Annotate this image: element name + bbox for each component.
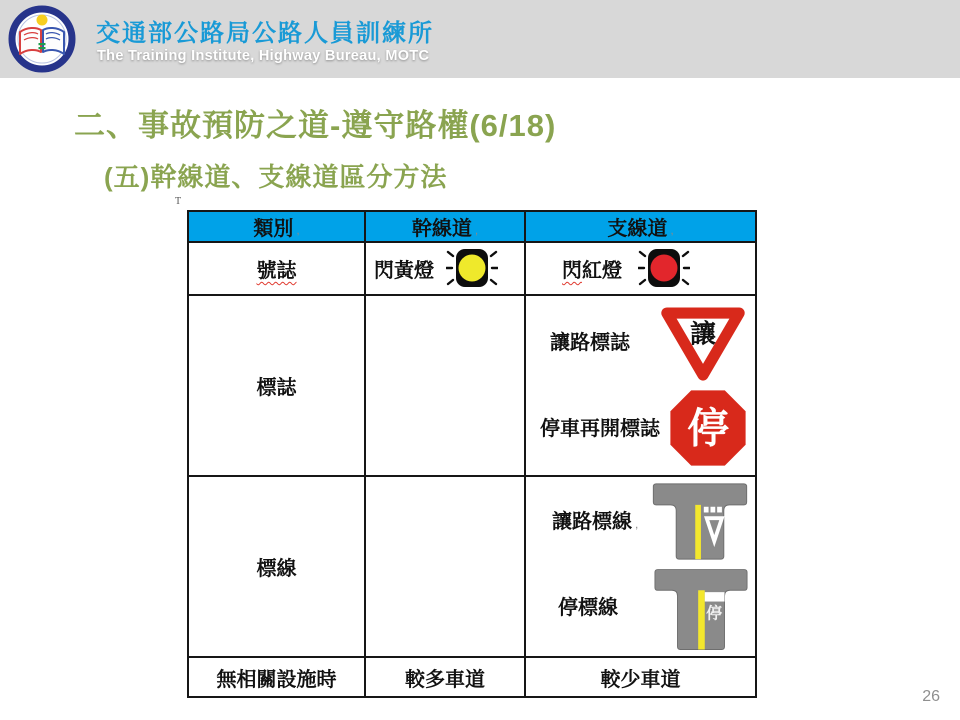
yield-marking-image <box>652 482 748 562</box>
fallback-row-label-cell <box>189 658 366 696</box>
cell-mark: , <box>474 223 479 237</box>
road-priority-table <box>187 210 757 698</box>
marking-row-label-cell <box>189 477 366 658</box>
fallback-main-cell <box>366 658 526 696</box>
marking-row-label: 標線 <box>256 558 297 580</box>
header-category-label: 類別 <box>253 218 294 240</box>
cell-mark: , <box>635 517 639 531</box>
flashing-red-light-icon <box>638 245 690 293</box>
org-title-zh: 交通部公路局公路人員訓練所 <box>96 20 434 47</box>
fallback-row-label: 無相關設施時 <box>216 668 337 691</box>
stop-sign-icon <box>668 388 748 468</box>
sign-main-cell-empty <box>366 296 526 477</box>
header-main-road <box>366 212 526 243</box>
signal-row-label-cell <box>189 243 366 296</box>
flashing-yellow-light-icon <box>446 245 498 293</box>
svg-text:停: 停 <box>706 605 723 623</box>
fallback-branch-cell <box>526 658 755 696</box>
marking-main-cell-empty <box>366 477 526 658</box>
yield-sign-icon <box>660 304 746 384</box>
page-number: 26 <box>922 688 940 705</box>
signal-row-label: 號誌 <box>256 260 297 282</box>
stop-marking-image <box>654 567 748 653</box>
more-lanes-label: 較多車道 <box>405 668 485 691</box>
slide-subtitle: (五)幹線道、支線道區分方法 <box>104 162 448 192</box>
sign-row-label: 標誌 <box>256 377 297 399</box>
header-banner <box>0 0 960 78</box>
header-main-road-label: 幹線道 <box>411 218 472 240</box>
slide-title: 二、事故預防之道-遵守路權(6/18) <box>74 108 557 143</box>
signal-main-cell <box>366 243 526 296</box>
stop-sign-label: 停車再開標誌 <box>540 418 660 440</box>
flashing-red-label <box>562 254 622 283</box>
yield-marking-text: 讓路標線 <box>552 511 632 533</box>
stop-marking-label: 停標線 <box>558 597 618 619</box>
svg-text:停: 停 <box>687 404 729 452</box>
sign-row-label-cell <box>189 296 366 477</box>
org-title-en: The Training Institute, Highway Bureau, MOTC <box>97 48 430 64</box>
highway-bureau-logo-icon <box>8 5 76 73</box>
yield-sign-label: 讓路標誌 <box>550 332 630 354</box>
signal-branch-cell <box>526 243 755 296</box>
yield-marking-label <box>552 505 638 534</box>
flashing-red-label-head: 閃 <box>562 260 582 282</box>
svg-text:讓: 讓 <box>690 320 716 349</box>
cell-mark: , <box>296 223 300 237</box>
sign-branch-cell <box>526 296 755 477</box>
flashing-yellow-label: 閃黃燈 <box>374 260 434 282</box>
header-branch-road <box>526 212 755 243</box>
flashing-red-label-tail: 紅燈 <box>582 260 622 282</box>
table-anchor-artifact: T <box>175 196 182 207</box>
header-category <box>189 212 366 243</box>
header-branch-road-label: 支線道 <box>607 218 668 240</box>
fewer-lanes-label: 較少車道 <box>600 668 681 691</box>
marking-branch-cell <box>526 477 755 658</box>
cell-mark: , <box>670 223 674 237</box>
